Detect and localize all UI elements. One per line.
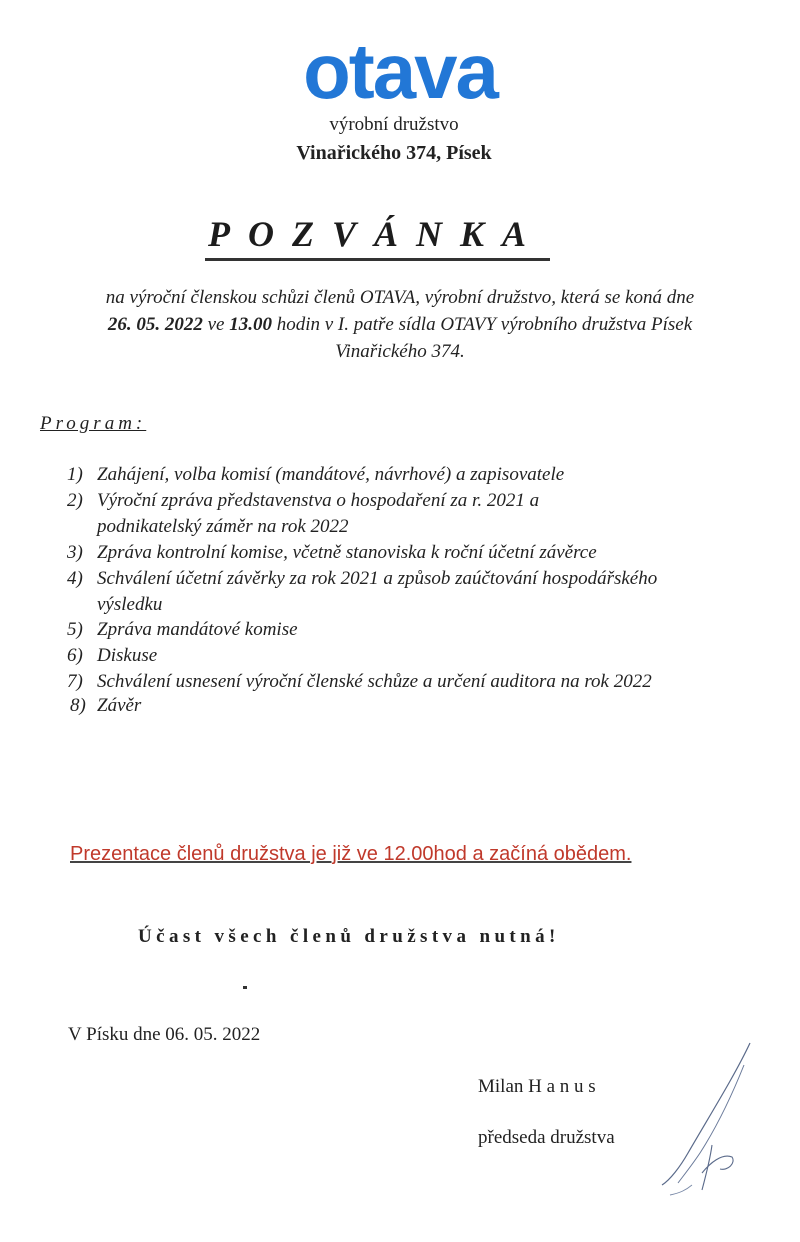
organization-subtitle: výrobní družstvo: [329, 114, 459, 135]
intro-line-1: na výroční členskou schůzi členů OTAVA, výrobní družstvo, která se koná dne: [105, 287, 695, 308]
program-item-text: Zpráva kontrolní komise, včetně stanoviska k roční účetní závěrce: [97, 542, 597, 563]
intro-line-2: [40, 314, 760, 336]
page-title: POZVÁNKA: [208, 214, 545, 254]
program-item-text: Diskuse: [97, 645, 158, 666]
signer-role: předseda družstva: [478, 1127, 615, 1148]
program-item-number: 7): [67, 671, 83, 692]
program-item-text-continued: výsledku: [97, 594, 163, 615]
program-item-number: 6): [67, 645, 83, 666]
program-item-text-continued: podnikatelský záměr na rok 2022: [97, 516, 349, 537]
place-and-date: V Písku dne 06. 05. 2022: [68, 1024, 261, 1045]
meeting-date: 26. 05. 2022: [107, 314, 203, 335]
program-item-text: Zpráva mandátové komise: [97, 619, 298, 640]
registration-notice: Prezentace členů družstva je již ve 12.00hod a začíná obědem.: [70, 843, 632, 865]
program-item-number: 1): [67, 464, 83, 485]
intro-connector: ve: [202, 314, 230, 335]
program-item-number: 8): [70, 695, 86, 716]
program-item-text: Schválení účetní závěrky za rok 2021 a způsob zaúčtování hospodářského: [97, 568, 658, 589]
program-label: Program:: [40, 413, 147, 434]
otava-logo: [270, 28, 530, 118]
intro-line-3: Vinařického 374.: [335, 341, 465, 362]
meeting-time: 13.00: [229, 314, 272, 335]
program-item-text: Zahájení, volba komisí (mandátové, návrhové) a zapisovatele: [97, 464, 565, 485]
organization-address: Vinařického 374, Písek: [296, 142, 492, 164]
title-underline: [205, 258, 550, 261]
program-item-text: Závěr: [97, 695, 142, 716]
handwritten-signature: [640, 1035, 770, 1200]
program-item-text: Schválení usnesení výroční členské schůze a určení auditora na rok 2022: [97, 671, 652, 692]
signer-name: Milan H a n u s: [478, 1076, 596, 1097]
stray-mark: [243, 986, 247, 989]
program-item-number: 3): [67, 542, 83, 563]
program-item-number: 2): [67, 490, 83, 511]
program-item-text: Výroční zpráva představenstva o hospodaření za r. 2021 a: [97, 490, 540, 511]
program-item-number: 4): [67, 568, 83, 589]
logo-text: otava: [303, 28, 497, 115]
meeting-location: hodin v I. patře sídla OTAVY výrobního družstva Písek: [271, 314, 693, 335]
attendance-notice: Účast všech členů družstva nutná!: [138, 926, 560, 947]
program-item-number: 5): [67, 619, 83, 640]
